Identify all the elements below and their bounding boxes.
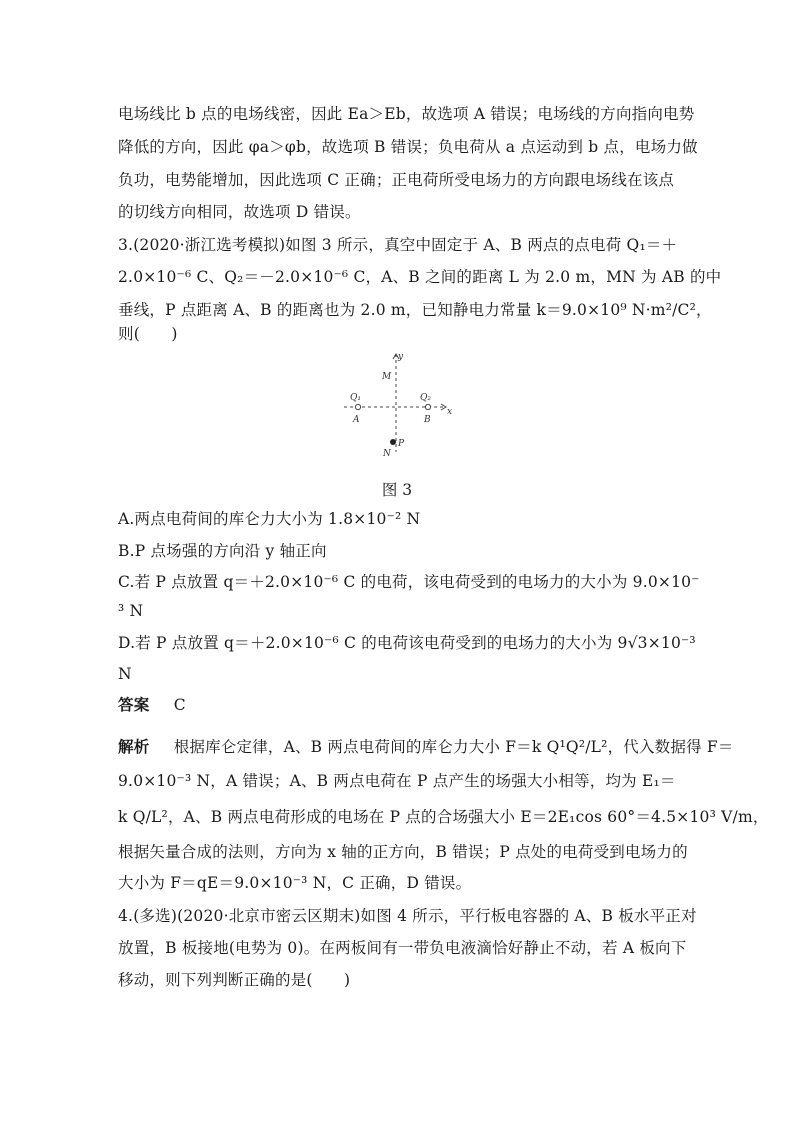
point-p-marker — [390, 439, 396, 445]
q3-explanation-line-4: 根据矢量合成的法则，方向为 x 轴的正方向，B 错误；P 点处的电荷受到电场力的 — [118, 843, 688, 861]
q3-answer-row — [118, 694, 678, 716]
q3-explanation-line-3: k Q/L²，A、B 两点电荷形成的电场在 P 点的合场强大小 E＝2E₁cos 60°＝4.5×10³ V/m， — [118, 808, 769, 826]
point-label-p: P — [398, 439, 405, 449]
charge-label-q2: Q₂ — [420, 393, 431, 403]
point-label-a: A — [353, 415, 360, 425]
point-label-n: N — [383, 449, 391, 459]
charge-q1-marker — [355, 404, 360, 409]
charge-q2-marker — [425, 404, 430, 409]
prev-explanation-line-3: 负功，电势能增加，因此选项 C 正确；正电荷所受电场力的方向跟电场线在该点 — [118, 171, 675, 189]
axis-label-x: x — [447, 407, 453, 417]
q3-option-c-line-2: ³ N — [118, 602, 144, 620]
prev-explanation-line-2: 降低的方向，因此 φa＞φb，故选项 B 错误；负电荷从 a 点运动到 b 点，电场力做 — [118, 138, 698, 156]
q3-option-d-line-2: N — [118, 665, 132, 683]
answer-label: 答案 — [118, 696, 150, 714]
axis-label-y: y — [398, 352, 404, 362]
q4-stem-line-2: 放置，B 板接地(电势为 0)。在两板间有一带负电液滴恰好静止不动，若 A 板向下 — [118, 939, 687, 957]
q3-option-d-line-1: D.若 P 点放置 q＝＋2.0×10⁻⁶ C 的电荷该电荷受到的电场力的大小为 9√3×10⁻³ — [118, 634, 696, 652]
charge-label-q1: Q₁ — [350, 393, 361, 403]
point-label-m: M — [382, 372, 392, 382]
q4-stem-line-3: 移动，则下列判断正确的是( ) — [118, 971, 351, 989]
q3-stem-line-1: 3.(2020·浙江选考模拟)如图 3 所示，真空中固定于 A、B 两点的点电荷 Q₁＝＋ — [118, 236, 678, 254]
q3-explanation-line-1 — [118, 736, 734, 758]
figure-3-caption: 图 3 — [381, 481, 413, 499]
explanation-label: 解析 — [118, 738, 150, 756]
point-label-b: B — [424, 415, 431, 425]
prev-explanation-line-1: 电场线比 b 点的电场线密，因此 Ea＞Eb，故选项 A 错误；电场线的方向指向电势 — [118, 105, 695, 123]
q3-option-a: A.两点电荷间的库仑力大小为 1.8×10⁻² N — [118, 510, 421, 528]
prev-explanation-line-4: 的切线方向相同，故选项 D 错误。 — [118, 203, 361, 221]
q3-stem-line-4: 则( ) — [118, 325, 178, 343]
explanation-text-1: 根据库仑定律，A、B 两点电荷间的库仑力大小 F＝k Q¹Q²/L²，代入数据得 F＝ — [173, 738, 734, 756]
q3-explanation-line-5: 大小为 F＝qE＝9.0×10⁻³ N，C 正确，D 错误。 — [118, 874, 472, 892]
q3-stem-line-2: 2.0×10⁻⁶ C、Q₂＝－2.0×10⁻⁶ C，A、B 之间的距离 L 为 2.0 m，MN 为 AB 的中 — [118, 268, 722, 286]
q3-explanation-line-2: 9.0×10⁻³ N，A 错误；A、B 两点电荷在 P 点产生的场强大小相等，均为 E₁＝ — [118, 772, 676, 790]
q3-stem-line-3: 垂线，P 点距离 A、B 的距离也为 2.0 m，已知静电力常量 k＝9.0×10⁹ N·m²/C²， — [118, 301, 712, 319]
figure-3-diagram — [340, 350, 460, 460]
answer-value: C — [173, 696, 186, 714]
q3-option-b: B.P 点场强的方向沿 y 轴正向 — [118, 542, 327, 560]
q4-stem-line-1: 4.(多选)(2020·北京市密云区期末)如图 4 所示，平行板电容器的 A、B 板水平正对 — [118, 907, 697, 925]
q3-option-c-line-1: C.若 P 点放置 q＝＋2.0×10⁻⁶ C 的电荷，该电荷受到的电场力的大小为 9.0×10⁻ — [118, 573, 700, 591]
